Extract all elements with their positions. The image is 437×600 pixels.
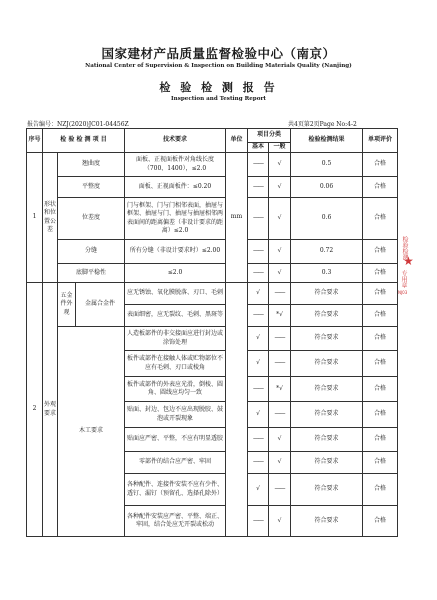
requirement: 人造板部件的非交接面应进行封边或涂饰处理	[125, 327, 226, 351]
result: 0.3	[291, 264, 363, 283]
requirement: 所有分缝（非设计要求时）≤2.00	[125, 240, 226, 264]
table-row	[27, 153, 398, 177]
evaluation: 合格	[363, 177, 398, 198]
general-mark: *√	[269, 305, 291, 327]
table-row	[27, 240, 398, 264]
general-mark: √	[269, 506, 291, 537]
general-mark: *√	[269, 377, 291, 402]
basic-mark: ——	[248, 377, 269, 402]
result: 0.72	[291, 240, 363, 264]
result: 符合要求	[291, 327, 363, 351]
general-mark: √	[269, 264, 291, 283]
item-name: 底脚平稳性	[58, 264, 125, 283]
basic-mark: √	[248, 327, 269, 351]
result: 符合要求	[291, 305, 363, 327]
evaluation: 合格	[363, 327, 398, 351]
requirement: 各种配件、连接件安装不应有少件、透钉、漏钉（预留孔、选择孔除外）	[125, 474, 226, 506]
result: 0.5	[291, 153, 363, 177]
item-name: 位差度	[58, 198, 125, 240]
table-row	[27, 177, 398, 198]
basic-mark: ——	[248, 264, 269, 283]
general-mark: √	[269, 198, 291, 240]
item-name: 分缝	[58, 240, 125, 264]
table-row	[27, 327, 398, 351]
evaluation: 合格	[363, 153, 398, 177]
group-seq: 2	[27, 283, 43, 537]
result: 符合要求	[291, 506, 363, 537]
seal-text-top: 检验检测	[401, 236, 408, 260]
requirement: 板件或部件在接触人体或贮物部位不应有毛刺、刃口或棱角	[125, 351, 226, 377]
item-name: 翘曲度	[58, 153, 125, 177]
basic-mark: ——	[248, 153, 269, 177]
basic-mark: ——	[248, 240, 269, 264]
result: 符合要求	[291, 351, 363, 377]
evaluation: 合格	[363, 264, 398, 283]
basic-mark: √	[248, 402, 269, 428]
evaluation: 合格	[363, 377, 398, 402]
evaluation: 合格	[363, 351, 398, 377]
basic-mark: ——	[248, 305, 269, 327]
result: 符合要求	[291, 377, 363, 402]
evaluation: 合格	[363, 452, 398, 474]
group-seq: 1	[27, 153, 43, 283]
requirement: 零部件的结合应严密、牢固	[125, 452, 226, 474]
requirement: 面板、正视面板件对角线长度（700、1400），≤2.0	[125, 153, 226, 177]
col-requirement: 技术要求	[125, 129, 226, 153]
result: 符合要求	[291, 428, 363, 452]
evaluation: 合格	[363, 428, 398, 452]
requirement: 贴面、封边、包边不应出现脱胶、鼓泡或开裂现象	[125, 402, 226, 428]
basic-mark: √	[248, 351, 269, 377]
group-name: 形状和位置公差	[43, 153, 58, 283]
requirement: 各种配件安装应严密、平整、端正、牢固，结合处应无开裂或松动	[125, 506, 226, 537]
center-title-cn: 国家建材产品质量监督检验中心（南京）	[101, 46, 336, 61]
unit-empty	[226, 283, 248, 537]
general-mark: ——	[269, 402, 291, 428]
subgroup-wood: 木工要求	[58, 327, 125, 537]
col-result: 检验检测结果	[291, 129, 363, 153]
table-row	[27, 264, 398, 283]
result: 0.6	[291, 198, 363, 240]
group-name: 外观要求	[43, 283, 58, 537]
general-mark: √	[269, 177, 291, 198]
item-name: 平整度	[58, 177, 125, 198]
report-number: 报告编号：NZJ(2020)JC01-04456Z	[27, 121, 129, 128]
result: 符合要求	[291, 452, 363, 474]
evaluation: 合格	[363, 198, 398, 240]
col-category: 项目分类	[248, 129, 291, 143]
col-general: 一般	[269, 143, 291, 153]
col-evaluation: 单项评价	[363, 129, 398, 153]
result: 符合要求	[291, 402, 363, 428]
basic-mark: ——	[248, 198, 269, 240]
col-seq: 序号	[27, 129, 43, 153]
result: 符合要求	[291, 474, 363, 506]
requirement: 表面细密，应无裂纹、毛刺、黑斑等	[125, 305, 226, 327]
col-unit: 单位	[226, 129, 248, 153]
report-title-en: Inspection and Testing Report	[171, 96, 266, 102]
unit: mm	[226, 153, 248, 283]
general-mark: √	[269, 452, 291, 474]
report-title-cn: 检 验 检 测 报 告	[159, 81, 278, 94]
requirement: 板件或部件的外表应光滑，倒棱、圆角、圆线应均匀一致	[125, 377, 226, 402]
evaluation: 合格	[363, 506, 398, 537]
evaluation: 合格	[363, 283, 398, 305]
evaluation: 合格	[363, 240, 398, 264]
requirement: 贴面应严密、平整，不应有明显透胶	[125, 428, 226, 452]
basic-mark: √	[248, 283, 269, 305]
general-mark: ——	[269, 474, 291, 506]
page-info: 共4页第2页Page No:4-2	[288, 121, 357, 128]
evaluation: 合格	[363, 402, 398, 428]
seal-star-icon: ★	[403, 254, 414, 268]
requirement: ≤2.0	[125, 264, 226, 283]
requirement: 门与框架、门与门相邻表面，抽屉与框架、抽屉与门、抽屉与抽屉相邻两表面间的距离偏差（非设计要求的距离）≤2.0	[125, 198, 226, 240]
result: 0.06	[291, 177, 363, 198]
basic-mark: √	[248, 474, 269, 506]
table-row	[27, 283, 398, 305]
table-row	[27, 198, 398, 240]
col-item: 检 验 检 测 项 目	[43, 129, 125, 153]
requirement: 面板、正视面板件：≤0.20	[125, 177, 226, 198]
basic-mark: ——	[248, 428, 269, 452]
general-mark: ——	[269, 351, 291, 377]
col-basic: 基本	[248, 143, 269, 153]
table-header-row	[27, 129, 398, 143]
evaluation: 合格	[363, 305, 398, 327]
inspection-table	[26, 128, 398, 537]
general-mark: √	[269, 153, 291, 177]
inspection-seal-stamp	[398, 236, 420, 300]
seal-text-bottom: 专用章	[400, 270, 407, 288]
subgroup-hardware: 五金件外观	[58, 283, 76, 327]
general-mark: ——	[269, 283, 291, 305]
basic-mark: ——	[248, 177, 269, 198]
evaluation: 合格	[363, 474, 398, 506]
requirement: 应无锈蚀、氧化膜脱落、刃口、毛刺	[125, 283, 226, 305]
subgroup-metal: 金属合金件	[76, 283, 125, 327]
result: 符合要求	[291, 283, 363, 305]
general-mark: √	[269, 240, 291, 264]
general-mark: ——	[269, 327, 291, 351]
center-title-en: National Center of Supervision & Inspection on Building Materials Quality (Nanjing)	[85, 63, 352, 69]
general-mark: √	[269, 428, 291, 452]
basic-mark: ——	[248, 452, 269, 474]
basic-mark: ——	[248, 506, 269, 537]
seal-code: NJ03	[398, 290, 408, 295]
